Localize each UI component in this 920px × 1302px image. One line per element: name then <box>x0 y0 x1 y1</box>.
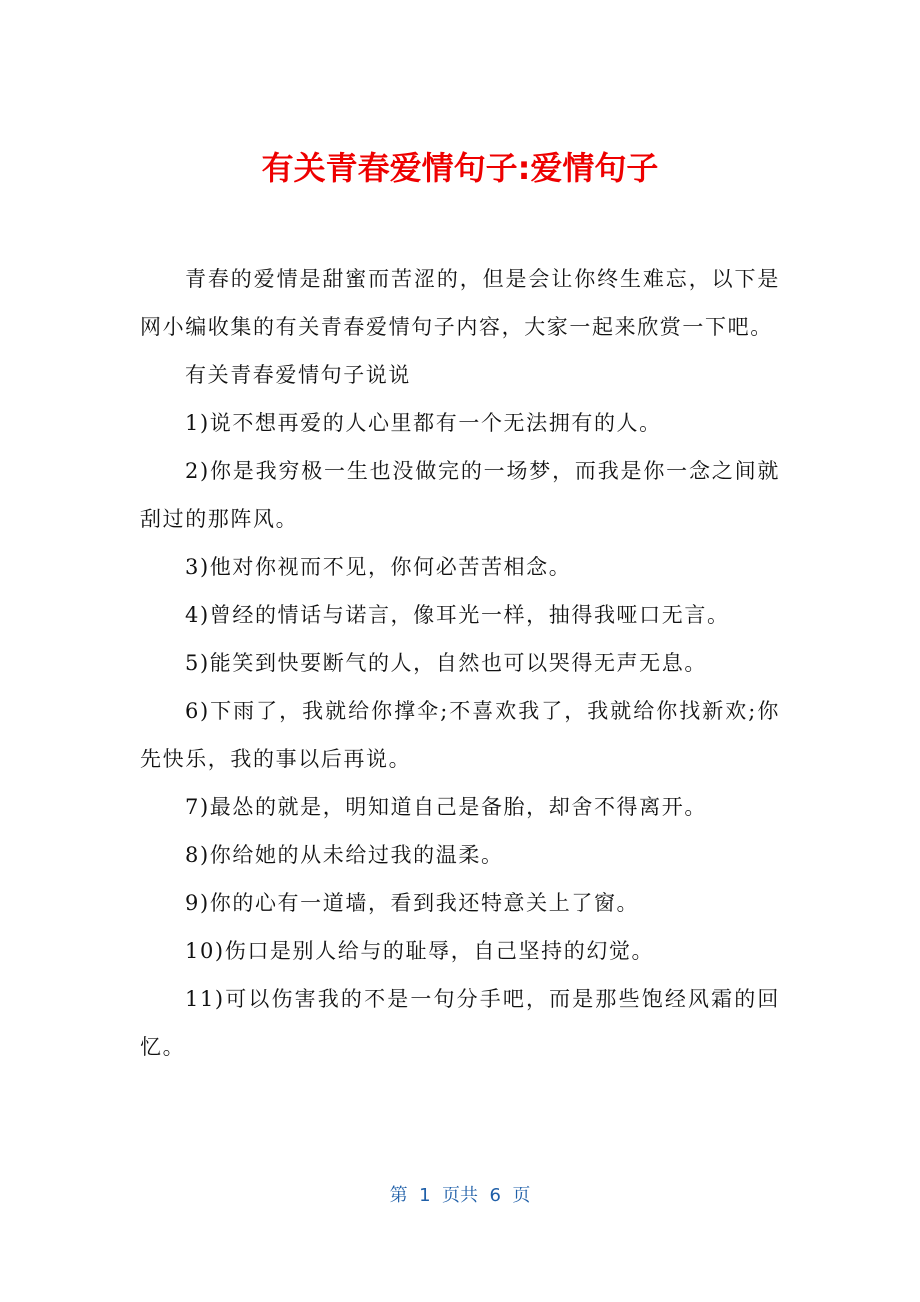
quote-item: 7)最怂的就是，明知道自己是备胎，却舍不得离开。 <box>185 795 707 819</box>
quote-item: 1)说不想再爱的人心里都有一个无法拥有的人。 <box>185 411 662 435</box>
quote-item: 3)他对你视而不见，你何必苦苦相念。 <box>185 555 572 579</box>
quote-item: 8)你给她的从未给过我的温柔。 <box>185 843 504 867</box>
quote-item: 11)可以伤害我的不是一句分手吧，而是那些饱经风霜的回忆。 <box>140 987 780 1059</box>
page-number-footer: 第 1 页共 6 页 <box>389 1185 531 1206</box>
document-body <box>140 255 780 1071</box>
section-heading: 有关青春爱情句子说说 <box>185 363 411 387</box>
quote-item: 5)能笑到快要断气的人，自然也可以哭得无声无息。 <box>185 651 707 675</box>
quote-item: 4)曾经的情话与诺言，像耳光一样，抽得我哑口无言。 <box>185 603 730 627</box>
intro-paragraph: 青春的爱情是甜蜜而苦涩的，但是会让你终生难忘，以下是网小编收集的有关青春爱情句子内容，大家一起来欣赏一下吧。 <box>140 267 780 339</box>
quote-item: 6)下雨了，我就给你撑伞;不喜欢我了，我就给你找新欢;你先快乐，我的事以后再说。 <box>140 699 780 771</box>
quote-item: 2)你是我穷极一生也没做完的一场梦，而我是你一念之间就刮过的那阵风。 <box>140 459 780 531</box>
quote-item: 10)伤口是别人给与的耻辱，自己坚持的幻觉。 <box>185 939 655 963</box>
quote-item: 9)你的心有一道墙，看到我还特意关上了窗。 <box>185 891 640 915</box>
document-title: 有关青春爱情句子:爱情句子 <box>261 149 659 187</box>
